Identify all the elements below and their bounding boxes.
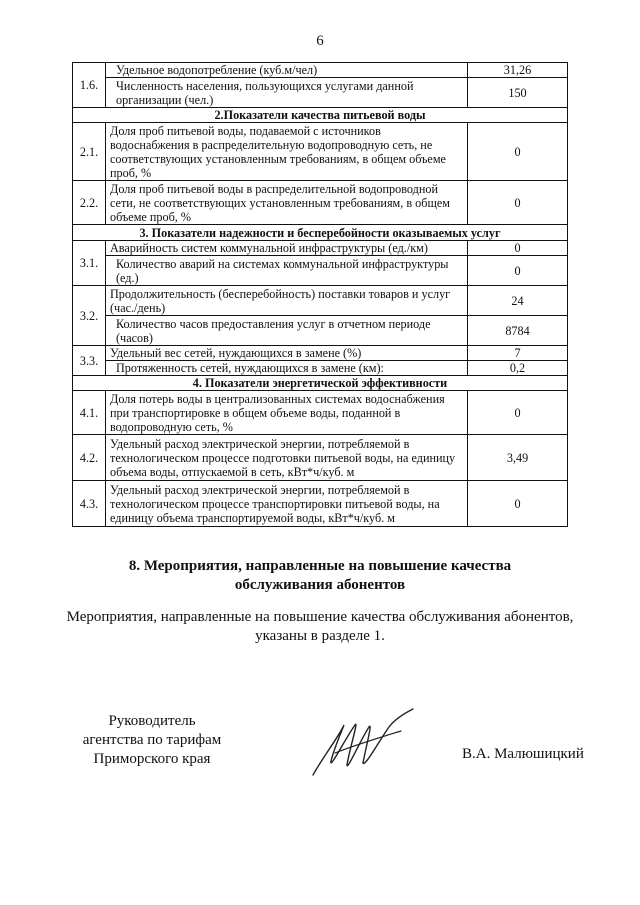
indicator-value: 0,2: [468, 361, 568, 376]
section-3-title: 3. Показатели надежности и бесперебойности оказываемых услуг: [73, 225, 568, 241]
indicator-text: Доля проб питьевой воды, подаваемой с источников водоснабжения в распределительную водопроводную сеть, не соответствующих установленным требованиям, в общем объеме проб, %: [106, 123, 468, 181]
indicator-text: Удельное водопотребление (куб.м/чел): [106, 63, 468, 78]
section-header-row: [73, 108, 568, 123]
table-row: [73, 256, 568, 286]
indicator-value: 8784: [468, 316, 568, 346]
indicator-value: 0: [468, 241, 568, 256]
indicator-text: Удельный расход электрической энергии, потребляемой в технологическом процессе транспортировки питьевой воды, на единицу объема транспортируемой воды, кВт*ч/куб. м: [106, 481, 468, 527]
table-row: [73, 481, 568, 527]
signer-title: [62, 712, 242, 769]
indicator-value: 0: [468, 181, 568, 225]
indicator-value: 31,26: [468, 63, 568, 78]
indicator-text: Количество часов предоставления услуг в отчетном периоде (часов): [106, 316, 468, 346]
row-number: 4.2.: [73, 435, 106, 481]
indicator-text: Численность населения, пользующихся услугами данной организации (чел.): [106, 78, 468, 108]
signer-line1: Руководитель: [108, 713, 196, 729]
indicator-text: Аварийность систем коммунальной инфраструктуры (ед./км): [106, 241, 468, 256]
indicators-table: [72, 62, 568, 527]
indicator-text: Доля потерь воды в централизованных системах водоснабжения при транспортировке в общем объеме воды, поданной в водопроводную сеть, %: [106, 391, 468, 435]
section-2-title: 2.Показатели качества питьевой воды: [73, 108, 568, 123]
signer-line2: агентства по тарифам: [82, 732, 222, 748]
section-8-heading-line1: 8. Мероприятия, направленные на повышение качества: [128, 558, 512, 574]
paragraph-line2: указаны в разделе 1.: [255, 628, 385, 644]
table-row: [73, 78, 568, 108]
row-number: 2.1.: [73, 123, 106, 181]
section-8-heading-line2: обслуживания абонентов: [234, 577, 406, 593]
row-number: 3.1.: [73, 241, 106, 286]
table-row: [73, 63, 568, 78]
table-row: [73, 181, 568, 225]
indicator-value: 0: [468, 123, 568, 181]
handwritten-signature: [305, 705, 425, 785]
table-row: [73, 361, 568, 376]
table-row: [73, 391, 568, 435]
signer-name: В.А. Малюшицкий: [462, 746, 584, 762]
section-header-row: [73, 376, 568, 391]
row-number: 4.1.: [73, 391, 106, 435]
table-row: [73, 346, 568, 361]
indicator-value: 0: [468, 391, 568, 435]
row-number: 3.3.: [73, 346, 106, 376]
section-8-heading: [0, 557, 640, 595]
indicator-value: 150: [468, 78, 568, 108]
indicator-value: 3,49: [468, 435, 568, 481]
indicator-text: Удельный расход электрической энергии, потребляемой в технологическом процессе подготовки питьевой воды, на единицу объема воды, отпускаемой в сеть, кВт*ч/куб. м: [106, 435, 468, 481]
paragraph-line1: Мероприятия, направленные на повышение качества обслуживания абонентов,: [66, 609, 574, 625]
signer-line3: Приморского края: [93, 751, 211, 767]
row-number: 2.2.: [73, 181, 106, 225]
table-row: [73, 123, 568, 181]
row-number: 1.6.: [73, 63, 106, 108]
row-number: 3.2.: [73, 286, 106, 346]
table-row: [73, 435, 568, 481]
page-number: 6: [316, 33, 324, 49]
indicator-text: Удельный вес сетей, нуждающихся в замене (%): [106, 346, 468, 361]
indicator-text: Продолжительность (бесперебойность) поставки товаров и услуг (час./день): [106, 286, 468, 316]
section-8-paragraph: [40, 608, 600, 646]
indicator-text: Протяженность сетей, нуждающихся в замене (км):: [106, 361, 468, 376]
indicator-text: Количество аварий на системах коммунальной инфраструктуры (ед.): [106, 256, 468, 286]
table-row: [73, 316, 568, 346]
indicator-text: Доля проб питьевой воды в распределительной водопроводной сети, не соответствующих установленным требованиям, в общем объеме проб, %: [106, 181, 468, 225]
indicator-value: 7: [468, 346, 568, 361]
indicator-value: 24: [468, 286, 568, 316]
indicator-value: 0: [468, 481, 568, 527]
table-row: [73, 241, 568, 256]
table-row: [73, 286, 568, 316]
indicator-value: 0: [468, 256, 568, 286]
section-header-row: [73, 225, 568, 241]
row-number: 4.3.: [73, 481, 106, 527]
section-4-title: 4. Показатели энергетической эффективности: [73, 376, 568, 391]
